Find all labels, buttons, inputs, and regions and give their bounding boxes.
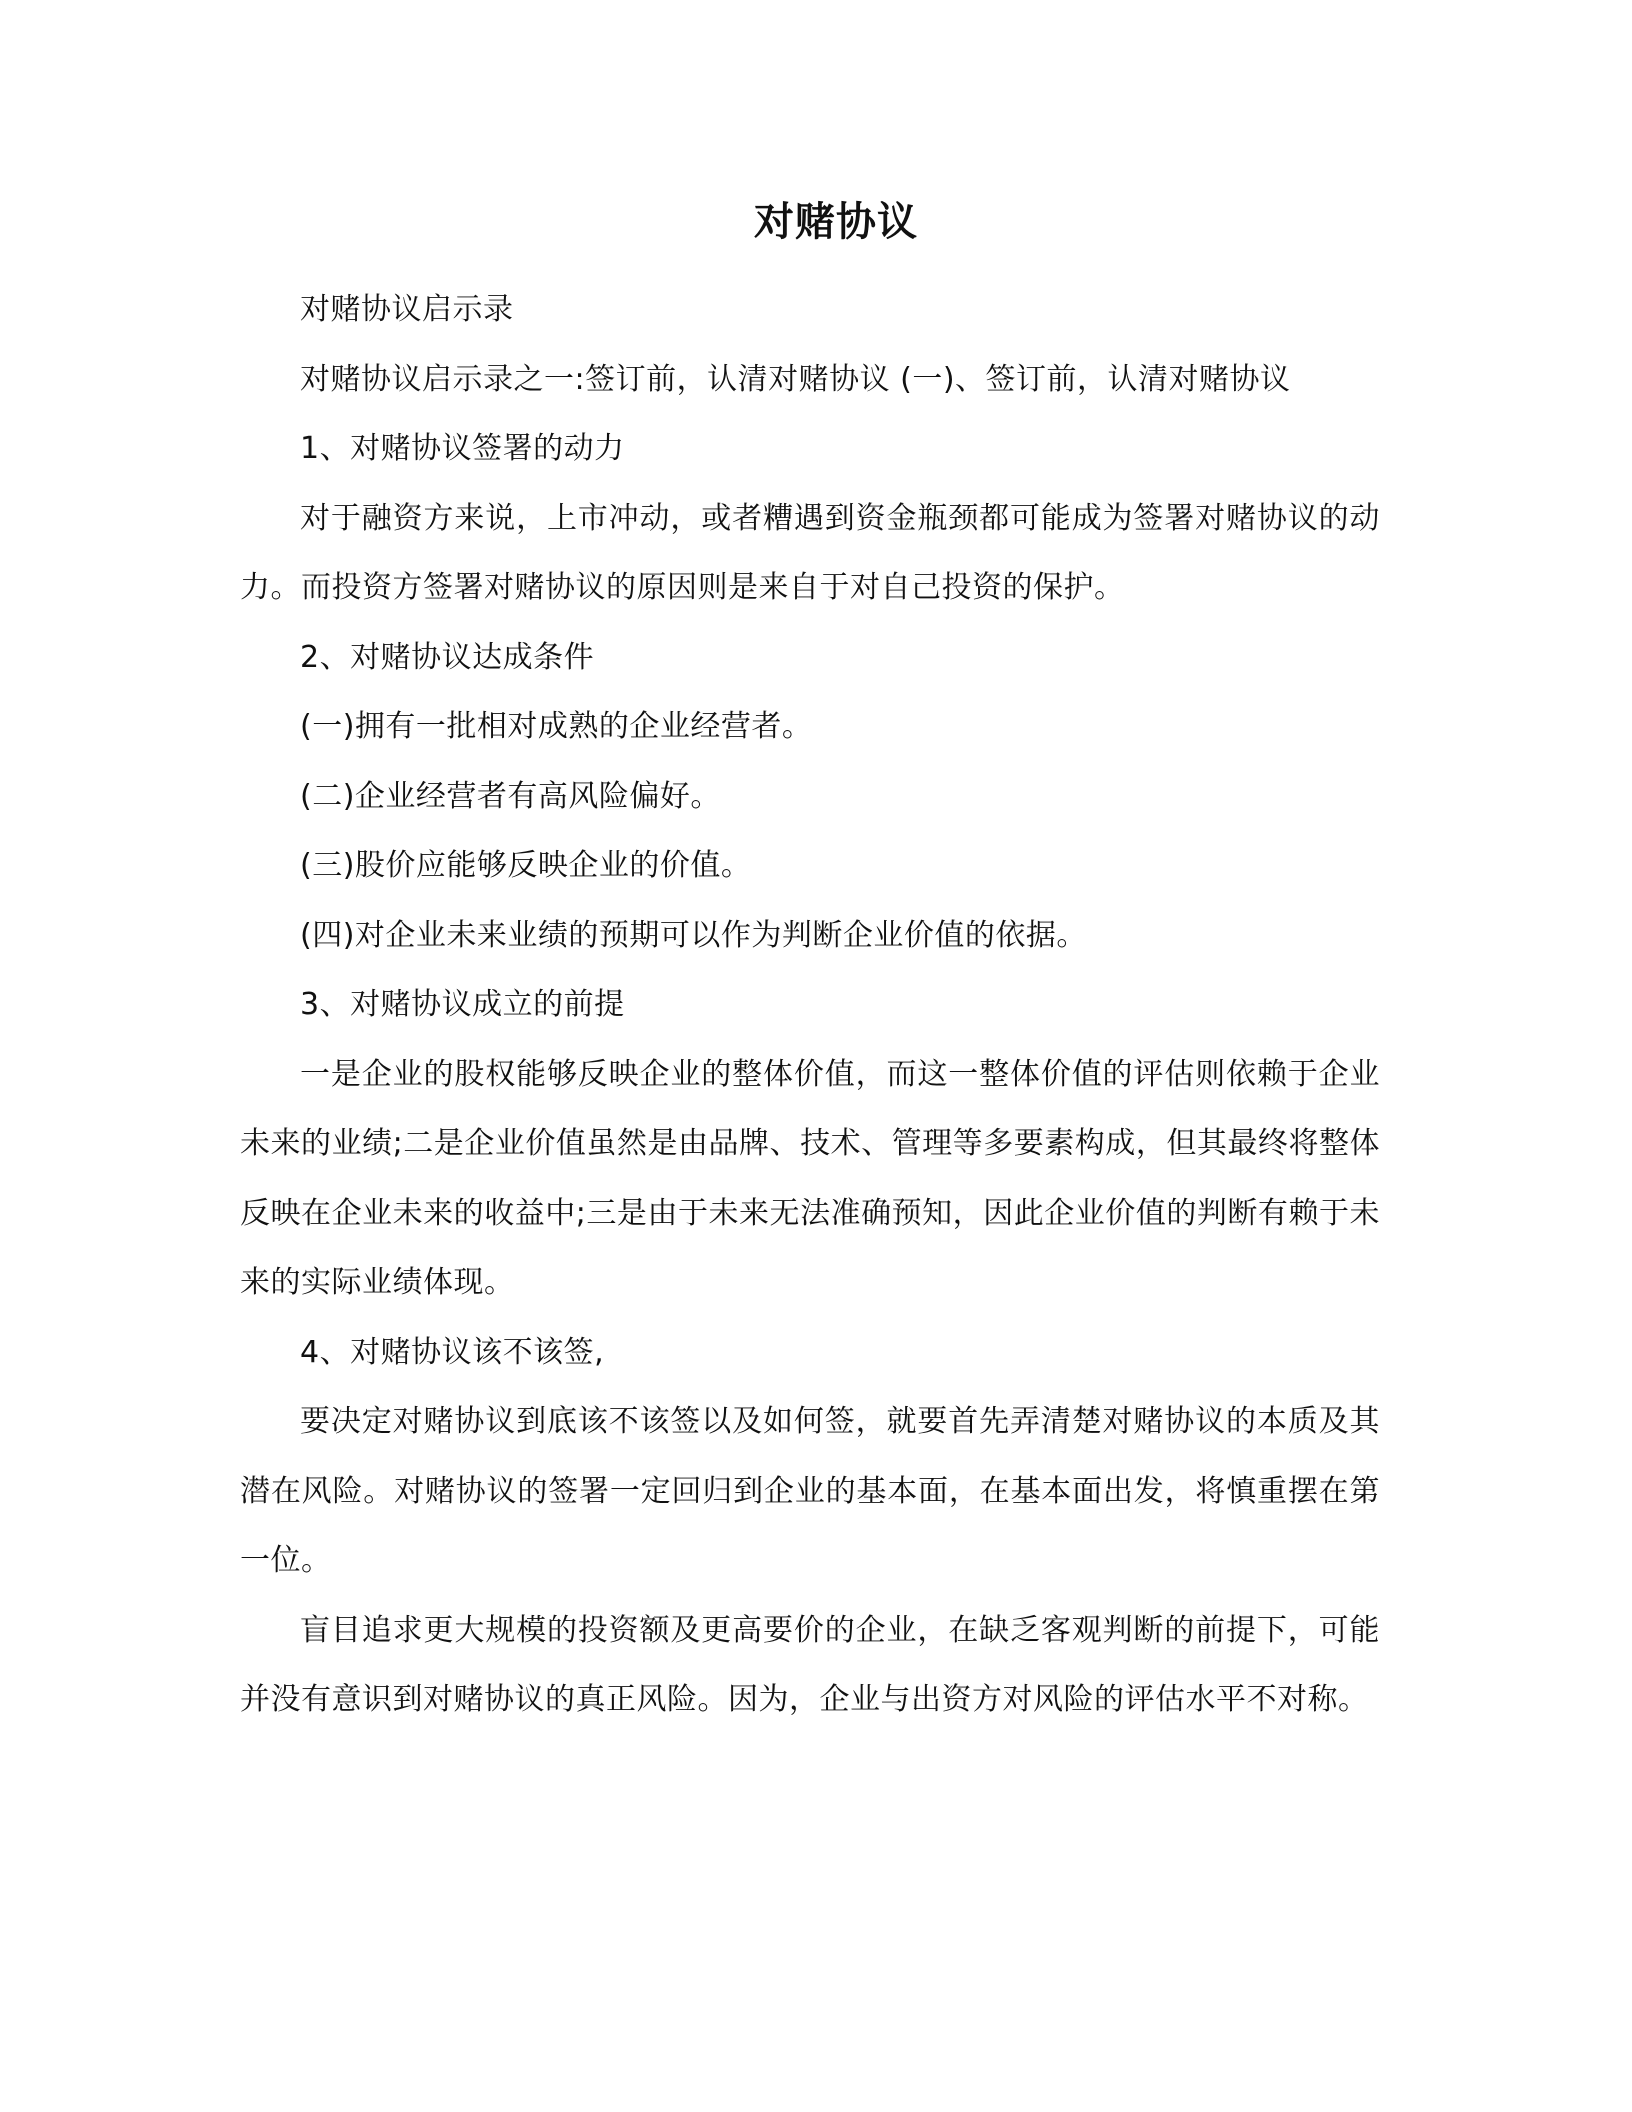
document-title: 对赌协议 [754,199,918,245]
condition-item-1: (一)拥有一批相对成熟的企业经营者。 [300,709,813,744]
condition-item-2: (二)企业经营者有高风险偏好。 [300,778,721,814]
condition-item-4: (四)对企业未来业绩的预期可以作为判断企业价值的依据。 [300,917,1087,953]
body-paragraph: 盲目追求更大规模的投资额及更高要价的企业，在缺乏客观判断的前提下，可能并没有意识到对赌协议的真正风险。因为，企业与出资方对风险的评估水平不对称。 [240,1612,1380,1717]
intro-paragraph: 对赌协议启示录之一:签订前，认清对赌协议 (一)、签订前，认清对赌协议 [300,361,1291,397]
section-heading-1: 1、对赌协议签署的动力 [300,431,625,466]
section-heading-4: 4、对赌协议该不该签, [300,1334,605,1370]
section-heading-2: 2、对赌协议达成条件 [300,639,595,675]
subtitle-paragraph: 对赌协议启示录 [300,292,514,327]
body-paragraph: 对于融资方来说，上市冲动，或者糟遇到资金瓶颈都可能成为签署对赌协议的动力。而投资方签署对赌协议的原因则是来自于对自己投资的保护。 [240,500,1380,605]
section-heading-3: 3、对赌协议成立的前提 [300,987,625,1022]
body-paragraph: 一是企业的股权能够反映企业的整体价值，而这一整体价值的评估则依赖于企业未来的业绩;二是企业价值虽然是由品牌、技术、管理等多要素构成，但其最终将整体反映在企业未来的收益中;三是由于未来无法准确预知，因此企业价值的判断有赖于未来的实际业绩体现。 [240,1056,1380,1300]
body-paragraph: 要决定对赌协议到底该不该签以及如何签，就要首先弄清楚对赌协议的本质及其潜在风险。对赌协议的签署一定回归到企业的基本面，在基本面出发，将慎重摆在第一位。 [240,1404,1380,1578]
document-body [240,275,1380,1735]
condition-item-3: (三)股价应能够反映企业的价值。 [300,848,752,883]
